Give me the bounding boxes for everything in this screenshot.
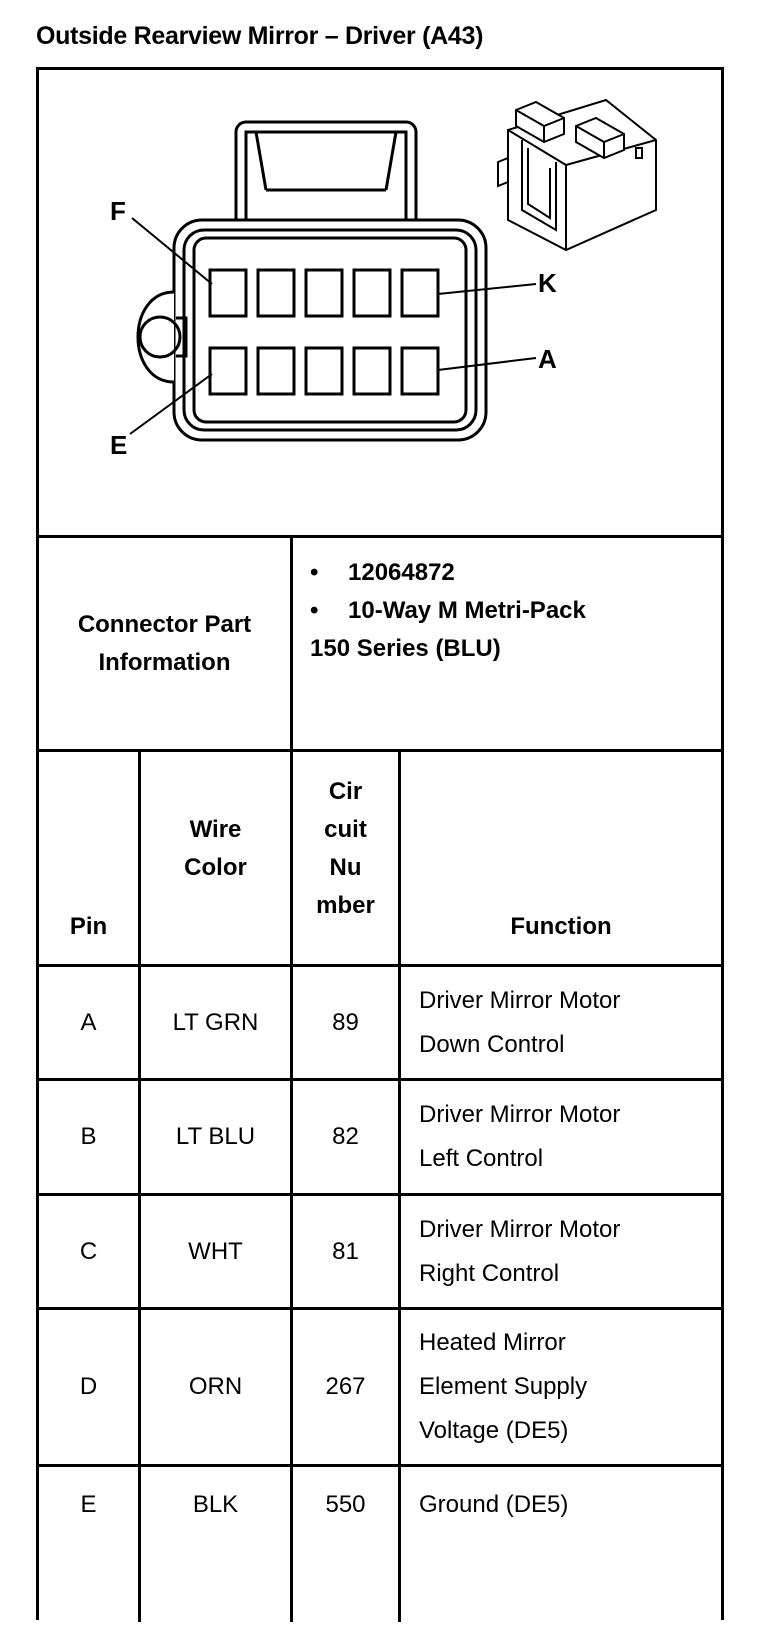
header-pin <box>39 752 138 964</box>
connector-type-line2: 150 Series (BLU) <box>310 635 501 662</box>
table-row-d-circuit: 267 <box>325 1373 366 1400</box>
header-circuit-line2: cuit <box>324 816 367 843</box>
table-row-d-color: ORN <box>188 1373 243 1400</box>
latch-inner <box>246 132 406 232</box>
table-row-d-pin: D <box>79 1373 98 1400</box>
table-row-a-pin: A <box>80 1008 97 1036</box>
cavity-g <box>258 270 294 316</box>
cavity-a <box>402 348 438 394</box>
function-line: Ground (DE5) <box>419 1491 569 1518</box>
table-row-e-pin: E <box>80 1491 97 1518</box>
function-line: Element Supply <box>419 1373 588 1400</box>
table-row-c-pin: C <box>79 1237 98 1265</box>
function-line: Driver Mirror Motor <box>419 1101 621 1128</box>
table-row-c-color: WHT <box>188 1237 243 1265</box>
cavity-d <box>258 348 294 394</box>
function-line: Voltage (DE5) <box>419 1417 569 1444</box>
table-row-a-circuit: 89 <box>332 1008 359 1036</box>
cavity-h <box>306 270 342 316</box>
function-line: Left Control <box>419 1145 544 1172</box>
header-wire-color <box>141 752 290 964</box>
cavity-f <box>210 270 246 316</box>
table-row-b-circuit: 82 <box>332 1123 359 1150</box>
table-row-e-function <box>401 1467 721 1543</box>
part-number: 12064872 <box>348 559 455 586</box>
bullet: • <box>310 597 319 624</box>
cavity-c <box>306 348 342 394</box>
bullet: • <box>310 559 319 586</box>
header-circuit-line4: mber <box>316 892 375 919</box>
cavity-j <box>354 270 390 316</box>
header-wire-line1: Wire <box>189 816 242 843</box>
table-row-a-function <box>401 967 721 1078</box>
header-circuit-line3: Nu <box>329 854 362 881</box>
cavity-e <box>210 348 246 394</box>
pin-label-a: A <box>538 344 557 374</box>
header-wire-line2: Color <box>184 854 247 881</box>
function-line: Driver Mirror Motor <box>419 986 621 1014</box>
pin-label-k: K <box>538 268 557 298</box>
connector-label-line2: Information <box>98 648 231 676</box>
header-pin-text: Pin <box>69 913 108 940</box>
header-function-text: Function <box>510 913 612 940</box>
connector-label-line1: Connector Part <box>77 610 252 638</box>
table-row-b-pin: B <box>80 1123 97 1150</box>
function-line: Heated Mirror <box>419 1329 566 1356</box>
connector-body-outer <box>174 220 486 440</box>
table-row-d-function <box>401 1310 721 1464</box>
header-circuit-line1: Cir <box>328 778 363 805</box>
connector-part-info <box>310 554 586 668</box>
table-row-b-function <box>401 1081 721 1193</box>
table-row-c-function <box>401 1196 721 1307</box>
header-function <box>401 752 721 964</box>
table-row-e-color: BLK <box>192 1491 239 1518</box>
pin-label-f: F <box>110 196 126 226</box>
connector-diagram <box>36 70 724 560</box>
connector-type-line1: 10-Way M Metri-Pack <box>348 597 586 624</box>
table-row-e-circuit: 550 <box>325 1491 366 1518</box>
pin-label-e: E <box>110 430 128 460</box>
function-line: Right Control <box>419 1259 560 1287</box>
function-line: Driver Mirror Motor <box>419 1215 621 1243</box>
connector-face-illustration <box>36 70 724 560</box>
connector-part-label <box>39 538 290 749</box>
table-row-a-color: LT GRN <box>172 1008 259 1036</box>
function-line: Down Control <box>419 1030 565 1058</box>
cavity-k <box>402 270 438 316</box>
page-title: Outside Rearview Mirror – Driver (A43) <box>36 22 484 50</box>
table-row-c-circuit: 81 <box>332 1237 359 1265</box>
table-row-b-color: LT BLU <box>175 1123 256 1150</box>
header-circuit-number <box>293 752 398 964</box>
cavity-b <box>354 348 390 394</box>
connector-isometric-icon <box>498 100 656 250</box>
